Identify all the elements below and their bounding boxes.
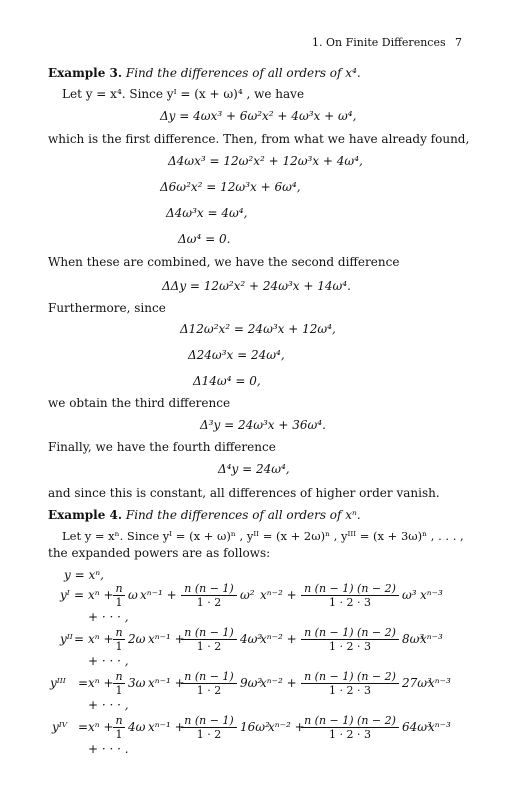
y2-frac1-numerator: n <box>115 626 123 639</box>
y2-coef2: 4ω² <box>240 632 263 646</box>
y4-frac3 <box>300 714 400 741</box>
example4-heading <box>48 508 361 522</box>
expanded-text: the expanded powers are as follows: <box>48 546 271 560</box>
fourth-difference-text: Finally, we have the fourth difference <box>48 440 276 454</box>
eq-delta-14w4: Δ14ω⁴ = 0, <box>193 374 261 388</box>
y1-frac2-numerator: n (n − 1) <box>184 582 234 595</box>
y1-lhs: yᴵ <box>60 588 70 602</box>
eq-delta-12w2x2: Δ12ω²x² = 24ω³x + 12ω⁴, <box>180 322 336 336</box>
eq-delta-24w3x: Δ24ω³x = 24ω⁴, <box>188 348 285 362</box>
y2-frac2 <box>180 626 238 653</box>
y2-frac2-denominator: 1 · 2 <box>196 640 222 653</box>
y1-continuation: + · · · , <box>88 610 129 624</box>
example3-let: Let y = x⁴. Since yᴵ = (x + ω)⁴ , we have <box>62 87 305 101</box>
y4-leading: xⁿ + <box>88 720 114 734</box>
y4-frac1 <box>112 714 126 741</box>
y3-coef3: 27ω³ <box>402 676 432 690</box>
furthermore-text: Furthermore, since <box>48 301 166 315</box>
y3-power3: xⁿ⁻³ <box>428 676 451 690</box>
y4-frac3-numerator: n (n − 1) (n − 2) <box>304 714 396 727</box>
eq-fourth-difference: Δ⁴y = 24ω⁴, <box>218 462 290 476</box>
y4-power2: xⁿ⁻² + <box>268 720 305 734</box>
y3-power2: xⁿ⁻² + <box>260 676 297 690</box>
y1-leading: xⁿ + <box>88 588 114 602</box>
example3-prompt: Find the differences of all orders of x⁴. <box>125 66 361 80</box>
y3-frac3 <box>300 670 400 697</box>
y4-power3: xⁿ⁻³ <box>428 720 451 734</box>
y3-frac1 <box>112 670 126 697</box>
constant-text: and since this is constant, all differences of higher order vanish. <box>48 486 440 500</box>
y3-frac3-denominator: 1 · 2 · 3 <box>329 684 371 697</box>
y1-frac3-numerator: n (n − 1) (n − 2) <box>304 582 396 595</box>
y3-power1: xⁿ⁻¹ + <box>148 676 185 690</box>
y1-frac2-denominator: 1 · 2 <box>196 596 222 609</box>
y1-frac3 <box>300 582 400 609</box>
y4-frac1-denominator: 1 <box>115 728 123 741</box>
y4-coef1: 4ω <box>128 720 146 734</box>
eq-delta-w4: Δω⁴ = 0. <box>178 232 231 246</box>
y4-continuation: + · · · . <box>88 742 129 756</box>
example4-prompt: Find the differences of all orders of xⁿ. <box>125 508 361 522</box>
y1-frac1-numerator: n <box>115 582 123 595</box>
y3-frac2-numerator: n (n − 1) <box>184 670 234 683</box>
y4-lhs: yᴵⱽ <box>52 720 68 734</box>
y3-frac1-denominator: 1 <box>115 684 123 697</box>
third-difference-text: we obtain the third difference <box>48 396 231 410</box>
y4-power1: xⁿ⁻¹ + <box>148 720 185 734</box>
y2-frac1-denominator: 1 <box>115 640 123 653</box>
y1-coef1: ω <box>128 588 138 602</box>
y3-frac2 <box>180 670 238 697</box>
y4-frac3-denominator: 1 · 2 · 3 <box>329 728 371 741</box>
example4-label: Example 4. <box>48 508 123 522</box>
y3-coef1: 3ω <box>128 676 146 690</box>
y1-power1: xⁿ⁻¹ + <box>140 588 177 602</box>
y1-coef2: ω² <box>240 588 255 602</box>
y2-frac3-denominator: 1 · 2 · 3 <box>329 640 371 653</box>
y2-leading: xⁿ + <box>88 632 114 646</box>
y3-coef2: 9ω² <box>240 676 263 690</box>
y4-coef3: 64ω³ <box>402 720 432 734</box>
eq-third-difference: Δ³y = 24ω³x + 36ω⁴. <box>200 418 326 432</box>
y1-frac3-denominator: 1 · 2 · 3 <box>329 596 371 609</box>
eq-delta-y: Δy = 4ωx³ + 6ω²x² + 4ω³x + ω⁴, <box>160 109 357 123</box>
running-header-section: 1. On Finite Differences <box>312 36 446 49</box>
eq-delta-4w3x: Δ4ω³x = 4ω⁴, <box>166 206 248 220</box>
y3-continuation: + · · · , <box>88 698 129 712</box>
example3-heading <box>48 66 361 80</box>
y2-coef1: 2ω <box>128 632 146 646</box>
y4-coef2: 16ω² <box>240 720 270 734</box>
y3-leading: xⁿ + <box>88 676 114 690</box>
y2-equals: = <box>74 632 85 646</box>
y2-power1: xⁿ⁻¹ + <box>148 632 185 646</box>
y1-frac1-denominator: 1 <box>115 596 123 609</box>
y1-coef3: ω³ <box>402 588 417 602</box>
example3-label: Example 3. <box>48 66 123 80</box>
example4-let: Let y = xⁿ. Since yᴵ = (x + ω)ⁿ , yᴵᴵ = (x + 2ω)ⁿ , yᴵᴵᴵ = (x + 3ω)ⁿ , . . . , <box>62 529 464 543</box>
y1-power2: xⁿ⁻² + <box>260 588 297 602</box>
y1-equals: = <box>74 588 85 602</box>
y3-equals: = <box>78 676 89 690</box>
y3-frac2-denominator: 1 · 2 <box>196 684 222 697</box>
y2-lhs: yᴵᴵ <box>60 632 73 646</box>
y1-frac2 <box>180 582 238 609</box>
y3-frac1-numerator: n <box>115 670 123 683</box>
eq-y-equals-xn: y = xⁿ, <box>64 568 104 582</box>
combined-text: When these are combined, we have the second difference <box>48 255 400 269</box>
y3-lhs: yᴵᴵᴵ <box>50 676 66 690</box>
y1-power3: xⁿ⁻³ <box>420 588 443 602</box>
y2-power2: xⁿ⁻² + <box>260 632 297 646</box>
y3-frac3-numerator: n (n − 1) (n − 2) <box>304 670 396 683</box>
eq-delta-6w2x2: Δ6ω²x² = 12ω³x + 6ω⁴, <box>160 180 301 194</box>
y2-frac1 <box>112 626 126 653</box>
y4-frac2-numerator: n (n − 1) <box>184 714 234 727</box>
eq-delta-4wx3: Δ4ωx³ = 12ω²x² + 12ω³x + 4ω⁴, <box>168 154 363 168</box>
first-difference-text: which is the first difference. Then, from what we have already found, <box>48 132 470 146</box>
y2-power3: xⁿ⁻³ <box>420 632 443 646</box>
y4-frac2-denominator: 1 · 2 <box>196 728 222 741</box>
y2-frac3-numerator: n (n − 1) (n − 2) <box>304 626 396 639</box>
y2-frac2-numerator: n (n − 1) <box>184 626 234 639</box>
y4-frac2 <box>180 714 238 741</box>
y4-frac1-numerator: n <box>115 714 123 727</box>
y1-frac1 <box>112 582 126 609</box>
y2-coef3: 8ω³ <box>402 632 425 646</box>
y4-equals: = <box>78 720 89 734</box>
page-number: 7 <box>455 36 462 49</box>
eq-second-difference: ΔΔy = 12ω²x² + 24ω³x + 14ω⁴. <box>162 279 351 293</box>
y2-frac3 <box>300 626 400 653</box>
y2-continuation: + · · · , <box>88 654 129 668</box>
